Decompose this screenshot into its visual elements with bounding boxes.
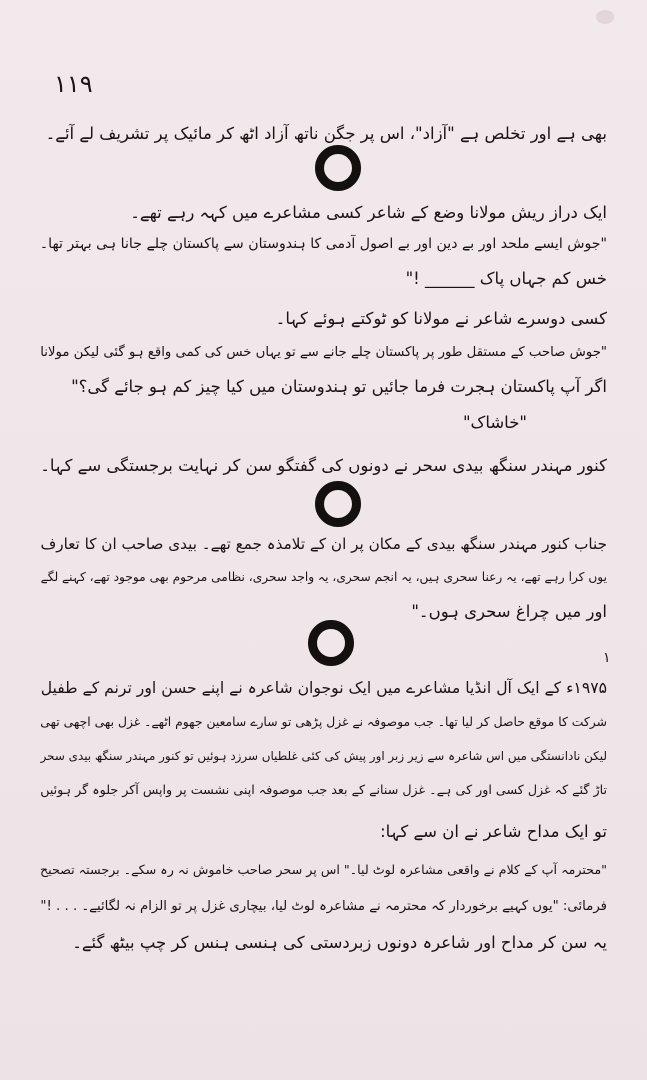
text-line: جناب کنور مہندر سنگھ بیدی کے مکان پر ان کے تلامذہ جمع تھے۔ بیدی صاحب ان کا تعارف (40, 535, 607, 553)
text-line: اگر آپ پاکستان ہجرت فرما جائیں تو ہندوستان میں کیا چیز کم ہو جائے گی؟" (71, 377, 607, 396)
text-line: یہ سن کر مداح اور شاعرہ دونوں زبردستی کی ہنسی ہنس کر چپ بیٹھ گئے۔ (72, 933, 607, 952)
margin-mark: ۱ (603, 650, 611, 666)
text-line: ۱۹۷۵ء کے ایک آل انڈیا مشاعرے میں ایک نوجوان شاعرہ نے اپنے حسن اور ترنم کے طفیل (40, 678, 607, 697)
text-line: "محترمہ آپ کے کلام نے واقعی مشاعرہ لوٹ لیا۔" اس پر سحر صاحب خاموش نہ رہ سکے۔ برجستہ تصحیح (39, 862, 607, 877)
text-line: لیکن نادانستگی میں اس شاعرہ سے زیر زبر اور پیش کی کئی غلطیاں سرزد ہوئیں تو کنور مہندر سنگھ بیدی سحر (40, 749, 607, 763)
text-line: بھی ہے اور تخلص ہے "آزاد"، اس پر جگن ناتھ آزاد اٹھ کر مائیک پر تشریف لے آئے۔ (45, 124, 607, 143)
text-line: "خاشاک" (462, 413, 527, 432)
text-line: اور میں چراغ سحری ہوں۔" (411, 602, 607, 621)
text-line: فرمائی: "یوں کہیے برخوردار کہ محترمہ نے مشاعرہ لوٹ لیا، بیچاری غزل پر تو الزام نہ لگائیے۔ . . . !" (40, 899, 607, 914)
text-line: تاڑ گئے کہ غزل کسی اور کی ہے۔ غزل سنانے کے بعد جب موصوفہ اپنی نشست پر واپس آکر جلوہ گر ہوئیں (40, 782, 607, 797)
ring-ornament-icon (315, 481, 361, 527)
ring-ornament-icon (308, 620, 354, 666)
page-number: ۱۱۹ (54, 70, 93, 98)
text-line: خس کم جہاں پاک ______ !" (405, 269, 607, 288)
paper-speck (596, 10, 614, 24)
text-line: تو ایک مداح شاعر نے ان سے کہا: (380, 822, 607, 841)
text-line: "جوش صاحب کے مستقل طور پر پاکستان چلے جانے سے تو یہاں خس کی کمی واقع ہو گئی لیکن مولانا (40, 345, 607, 360)
text-line: کنور مہندر سنگھ بیدی سحر نے دونوں کی گفتگو سن کر نہایت برجستگی سے کہا۔ (40, 456, 607, 475)
text-line: "جوش ایسے ملحد اور بے دین اور بے اصول آدمی کا ہندوستان سے پاکستان چلے جانا ہی بہتر تھا۔ (39, 236, 607, 252)
ring-ornament-icon (315, 145, 361, 191)
text-line: یوں کرا رہے تھے، یہ رعنا سحری ہیں، یہ انجم سحری، یہ واجد سحری، نظامی مرحوم بھی موجود تھے، کہنے لگے (40, 570, 607, 584)
text-line: کسی دوسرے شاعر نے مولانا کو ٹوکتے ہوئے کہا۔ (275, 309, 607, 328)
text-line: ایک دراز ریش مولانا وضع کے شاعر کسی مشاعرے میں کہہ رہے تھے۔ (130, 203, 607, 222)
text-line: شرکت کا موقع حاصل کر لیا تھا۔ جب موصوفہ نے غزل پڑھی تو سارے سامعین جھوم اٹھے۔ غزل بھی اچھی تھی (40, 715, 607, 729)
